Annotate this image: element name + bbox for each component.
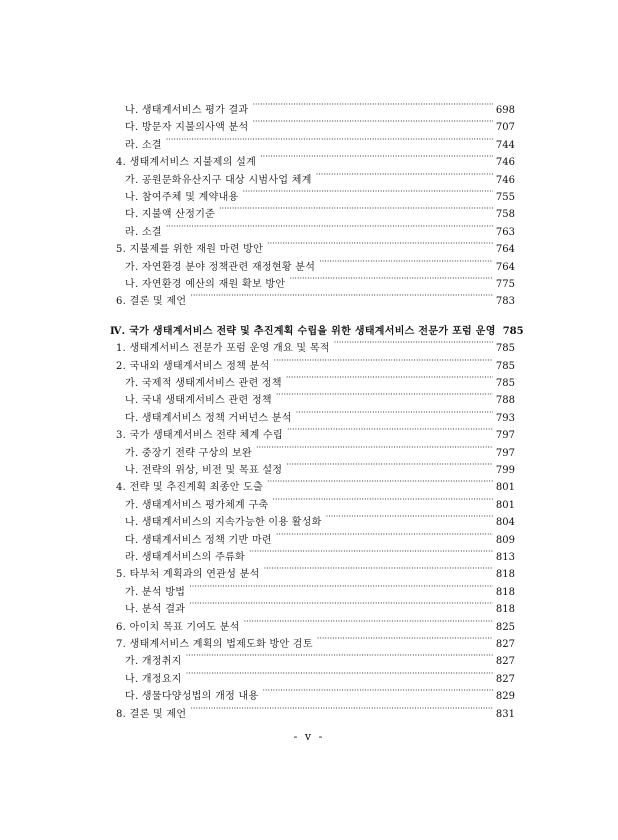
toc-subsection-entry[interactable] — [125, 578, 515, 598]
toc-section-entry[interactable] — [116, 560, 515, 581]
toc-section-entry[interactable] — [116, 421, 515, 442]
toc-subsection-entry[interactable] — [125, 647, 515, 668]
toc-entry-page-number: 797 — [495, 447, 515, 459]
toc-dot-leader — [272, 491, 493, 508]
toc-entry-title: 다. 생태계서비스 정책 거버넌스 분석 — [125, 412, 292, 424]
toc-entry-title: 가. 개정취지 — [125, 656, 182, 668]
toc-entry-title: 나. 생태계서비스 평가 결과 — [125, 105, 249, 116]
toc-entry-page-number: 744 — [495, 139, 515, 151]
toc-subsection-entry[interactable] — [125, 386, 515, 407]
toc-entry-title: 가. 공원문화유산지구 대상 시범사업 체계 — [125, 174, 312, 186]
toc-dot-leader — [319, 253, 493, 270]
toc-entry-title: 2. 국내외 생태계서비스 정책 분석 — [116, 360, 270, 372]
toc-section-entry[interactable] — [116, 235, 515, 256]
toc-entry-title: 가. 분석 방법 — [125, 586, 186, 598]
toc-entry-title: 다. 생태계서비스 정책 기반 마련 — [125, 534, 272, 546]
toc-entry-page-number: 785 — [502, 325, 524, 337]
toc-dot-leader — [262, 682, 492, 699]
toc-entry-page-number: 813 — [495, 552, 515, 563]
toc-entry-title: 4. 전략 및 추진계획 최종안 도출 — [116, 482, 264, 494]
toc-dot-leader — [317, 630, 493, 647]
toc-section-entry[interactable] — [116, 473, 515, 494]
toc-entry-title: 다. 지불액 산정기준 — [125, 209, 216, 221]
toc-subsection-entry[interactable] — [125, 96, 515, 116]
toc-subsection-entry[interactable] — [125, 113, 515, 134]
toc-entry-title: 나. 분석 결과 — [125, 604, 186, 616]
page-number-footer: - v - — [293, 730, 325, 743]
toc-dot-leader — [326, 508, 493, 525]
toc-entry-title: 5. 타부처 계획과의 연관성 분석 — [116, 569, 260, 581]
toc-entry-page-number: 797 — [495, 430, 515, 442]
toc-subsection-entry[interactable] — [125, 218, 515, 238]
toc-subsection-entry[interactable] — [125, 369, 515, 389]
toc-entry-page-number: 809 — [495, 534, 515, 546]
toc-subsection-entry[interactable] — [125, 526, 515, 546]
toc-dot-leader — [316, 166, 493, 183]
toc-entry-title: 4. 생태계서비스 지불제의 설계 — [116, 157, 257, 169]
toc-section-entry[interactable] — [116, 287, 515, 308]
toc-subsection-entry[interactable] — [125, 595, 515, 616]
toc-dot-leader — [252, 113, 492, 130]
toc-entry-page-number: 804 — [495, 517, 515, 529]
toc-entry-page-number: 698 — [495, 105, 515, 116]
toc-dot-leader — [289, 270, 493, 287]
toc-section-entry[interactable] — [116, 700, 515, 720]
toc-dot-leader — [267, 235, 493, 252]
toc-entry-title: 5. 지불제를 위한 재원 마련 방안 — [116, 244, 264, 256]
toc-dot-leader — [256, 439, 493, 456]
toc-subsection-entry[interactable] — [125, 270, 515, 290]
toc-entry-title: 다. 생물다양성법의 개정 내용 — [125, 691, 259, 703]
toc-subsection-entry[interactable] — [125, 456, 515, 476]
toc-dot-leader — [166, 218, 493, 235]
toc-entry-page-number: 825 — [495, 621, 515, 633]
toc-dot-leader — [190, 700, 493, 717]
toc-entry-page-number: 746 — [495, 174, 515, 186]
toc-entry-title: 3. 국가 생태계서비스 전략 체계 수립 — [116, 430, 283, 442]
toc-section-entry[interactable] — [116, 352, 515, 372]
toc-dot-leader — [276, 386, 493, 403]
toc-entry-title: 나. 생태계서비스의 지속가능한 이용 활성화 — [125, 517, 322, 529]
toc-entry-page-number: 783 — [495, 296, 515, 308]
toc-dot-leader — [260, 148, 493, 165]
toc-dot-leader — [166, 131, 493, 148]
toc-section-entry[interactable] — [116, 630, 515, 650]
toc-entry-page-number: 785 — [495, 378, 515, 389]
toc-entry-title: 나. 개정요지 — [125, 673, 182, 685]
toc-dot-leader — [244, 613, 493, 630]
toc-entry-title: 8. 결론 및 제언 — [116, 708, 187, 720]
toc-dot-leader — [186, 665, 493, 682]
toc-subsection-entry[interactable] — [125, 166, 515, 186]
toc-entry-page-number: 827 — [495, 639, 515, 650]
toc-entry-page-number: 831 — [495, 708, 515, 720]
toc-entry-page-number: 707 — [495, 122, 515, 134]
toc-dot-leader — [274, 352, 493, 369]
toc-entry-page-number: 785 — [495, 343, 515, 355]
toc-entry-title: 나. 자연환경 예산의 재원 확보 방안 — [125, 279, 286, 290]
toc-entry-title: 6. 결론 및 제언 — [116, 296, 187, 308]
toc-entry-title: 가. 국제적 생태계서비스 관련 정책 — [125, 378, 282, 389]
toc-dot-leader — [219, 200, 493, 217]
toc-section-entry[interactable] — [116, 148, 515, 169]
toc-entry-page-number: 801 — [495, 499, 515, 511]
toc-subsection-entry[interactable] — [125, 508, 515, 529]
toc-entry-page-number: 818 — [495, 604, 515, 616]
toc-subsection-entry[interactable] — [125, 200, 515, 221]
toc-subsection-entry[interactable] — [125, 253, 515, 273]
toc-subsection-entry[interactable] — [125, 665, 515, 685]
toc-dot-leader — [249, 543, 493, 560]
toc-dot-leader — [252, 96, 492, 113]
toc-dot-leader — [276, 526, 493, 543]
toc-entry-page-number: 775 — [495, 279, 515, 290]
toc-subsection-entry[interactable] — [125, 183, 515, 203]
toc-entry-page-number: 764 — [495, 261, 515, 273]
toc-subsection-entry[interactable] — [125, 404, 515, 424]
toc-entry-title: 6. 아이치 목표 기여도 분석 — [116, 621, 240, 633]
toc-entry-page-number: 827 — [495, 656, 515, 668]
toc-entry-page-number: 758 — [495, 209, 515, 221]
toc-entry-title: Ⅳ. 국가 생태계서비스 전략 및 추진계획 수립을 위한 생태계서비스 전문가 포럼 운영 — [110, 325, 496, 337]
toc-entry-title: 가. 생태계서비스 평가체계 구축 — [125, 499, 269, 511]
toc-entry-page-number: 764 — [495, 244, 515, 256]
toc-dot-leader — [334, 334, 493, 351]
toc-section-entry[interactable] — [116, 334, 515, 355]
toc-subsection-entry[interactable] — [125, 682, 515, 703]
toc-entry-page-number: 793 — [495, 412, 515, 424]
toc-subsection-entry[interactable] — [125, 543, 515, 563]
toc-entry-page-number: 818 — [495, 569, 515, 581]
toc-entry-title: 나. 전략의 위상, 비전 및 목표 설정 — [125, 465, 283, 476]
toc-entry-page-number: 818 — [495, 586, 515, 598]
toc-dot-leader — [189, 595, 493, 612]
toc-entry-page-number: 829 — [495, 691, 515, 703]
toc-entry-title: 나. 국내 생태계서비스 관련 정책 — [125, 395, 272, 407]
toc-dot-leader — [286, 369, 493, 386]
toc-dot-leader — [243, 183, 493, 200]
toc-entry-page-number: 799 — [495, 465, 515, 476]
toc-entry-title: 라. 소결 — [125, 226, 162, 238]
toc-dot-leader — [267, 473, 493, 490]
toc-entry-title: 라. 소결 — [125, 139, 162, 151]
toc-part-heading[interactable] — [110, 317, 524, 337]
toc-dot-leader — [186, 647, 493, 664]
toc-dot-leader — [264, 560, 493, 577]
toc-entry-page-number: 755 — [495, 192, 515, 203]
toc-dot-leader — [296, 404, 493, 421]
toc-section-entry[interactable] — [116, 613, 515, 633]
toc-dot-leader — [190, 287, 493, 304]
toc-entry-page-number: 801 — [495, 482, 515, 494]
toc-entry-title: 가. 중장기 전략 구상의 보완 — [125, 447, 252, 459]
toc-entry-title: 나. 참여주체 및 계약내용 — [125, 192, 239, 203]
toc-entry-title: 다. 방문자 지불의사액 분석 — [125, 122, 249, 134]
toc-dot-leader — [286, 456, 493, 473]
toc-entry-page-number: 763 — [495, 226, 515, 238]
toc-entry-title: 1. 생태계서비스 전문가 포럼 운영 개요 및 목적 — [116, 343, 330, 355]
toc-entry-page-number: 746 — [495, 157, 515, 169]
toc-entry-page-number: 788 — [495, 395, 515, 407]
toc-entry-title: 라. 생태계서비스의 주류화 — [125, 552, 245, 563]
toc-subsection-entry[interactable] — [125, 131, 515, 151]
toc-entry-page-number: 827 — [495, 673, 515, 685]
toc-subsection-entry[interactable] — [125, 491, 515, 511]
toc-entry-title: 7. 생태계서비스 계획의 법제도화 방안 검토 — [116, 639, 313, 650]
toc-dot-leader — [189, 578, 493, 595]
toc-entry-title: 가. 자연환경 분야 정책관련 재정현황 분석 — [125, 261, 316, 273]
toc-dot-leader — [287, 421, 493, 438]
toc-entry-page-number: 785 — [495, 360, 515, 372]
toc-subsection-entry[interactable] — [125, 439, 515, 459]
